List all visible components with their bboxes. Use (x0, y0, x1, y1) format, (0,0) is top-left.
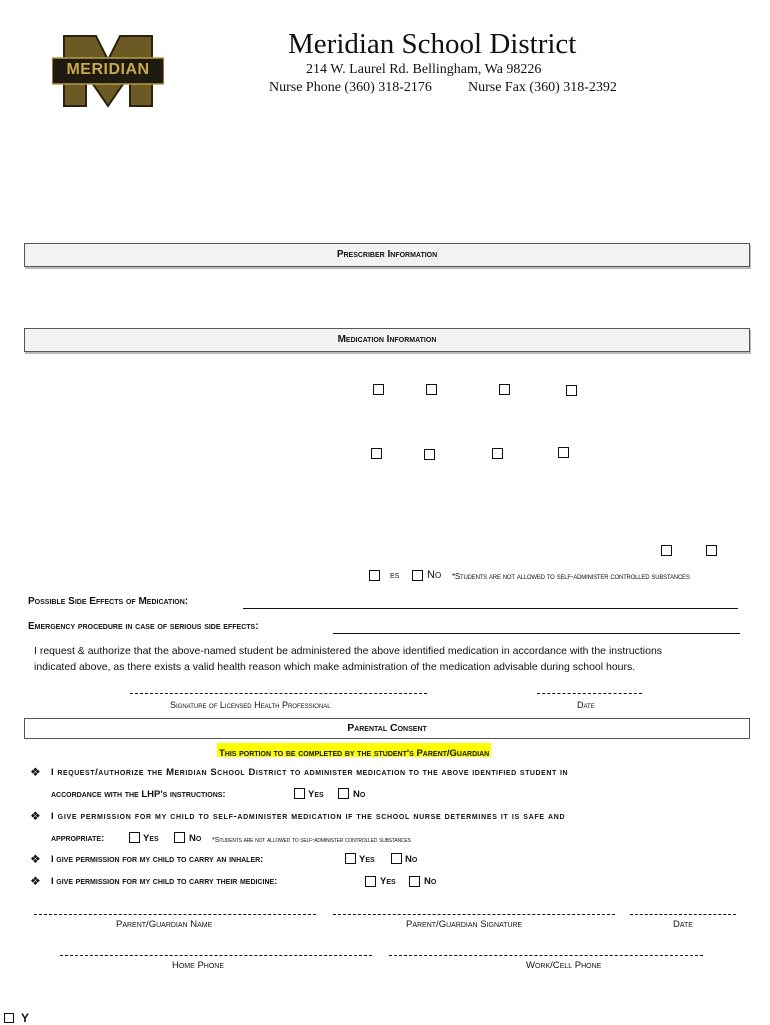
consent-4-yes-checkbox[interactable] (365, 876, 376, 887)
footer-checkbox[interactable] (4, 1013, 14, 1023)
parent-name-label: Parent/Guardian Name (116, 919, 213, 930)
consent-item-1-line-2: accordance with the LHP's instructions: (51, 789, 226, 800)
diamond-bullet-icon: ❖ (30, 765, 41, 779)
checkbox[interactable] (373, 384, 384, 395)
self-admin-no-label: No (427, 569, 442, 581)
parent-date-field[interactable] (630, 904, 736, 915)
parent-name-field[interactable] (34, 904, 316, 915)
parent-instruction-text: This portion to be completed by the student's Parent/Guardian (219, 748, 490, 759)
checkbox[interactable] (424, 449, 435, 460)
consent-item-2-line-2: appropriate: (51, 833, 105, 844)
home-phone-field[interactable] (60, 945, 372, 956)
work-phone-field[interactable] (389, 945, 703, 956)
consent-2-no-label: No (189, 833, 202, 844)
self-admin-yes-label: es (390, 570, 400, 581)
consent-2-note: *Students are not allowed to self-administer controlled substances (212, 835, 411, 844)
nurse-fax: Nurse Fax (360) 318-2392 (468, 80, 617, 95)
checkbox[interactable] (661, 545, 672, 556)
self-admin-note: *Students are not allowed to self-administer controlled substances (452, 572, 690, 581)
checkbox[interactable] (566, 385, 577, 396)
consent-1-yes-checkbox[interactable] (294, 788, 305, 799)
parent-date-label: Date (673, 919, 693, 930)
footer-fragment: Y (21, 1011, 30, 1025)
parent-signature-field[interactable] (333, 904, 615, 915)
emergency-field[interactable] (333, 622, 740, 634)
checkbox[interactable] (492, 448, 503, 459)
consent-2-yes-label: Yes (143, 833, 159, 844)
lhp-date-field[interactable] (537, 683, 642, 694)
home-phone-label: Home Phone (172, 960, 225, 971)
lhp-signature-label: Signature of Licensed Health Professional (170, 700, 331, 710)
consent-1-yes-label: Yes (308, 789, 324, 800)
nurse-phone: Nurse Phone (360) 318-2176 (269, 80, 432, 95)
consent-2-no-checkbox[interactable] (174, 832, 185, 843)
consent-item-2-line-1: I give permission for my child to self-administer medication if the school nurse determines it is safe and (51, 811, 566, 822)
checkbox[interactable] (371, 448, 382, 459)
consent-1-no-checkbox[interactable] (338, 788, 349, 799)
medication-section-title: Medication Information (337, 334, 437, 345)
consent-3-no-checkbox[interactable] (391, 853, 402, 864)
consent-4-no-checkbox[interactable] (409, 876, 420, 887)
work-phone-label: Work/Cell Phone (526, 960, 602, 971)
district-address: 214 W. Laurel Rd. Bellingham, Wa 98226 (306, 62, 542, 77)
authorization-text-line-1: I request & authorize that the above-named student be administered the above identified medication in accordance with the instructions (34, 645, 663, 657)
self-admin-yes-checkbox[interactable] (369, 570, 380, 581)
checkbox[interactable] (499, 384, 510, 395)
parent-instruction-highlight (217, 743, 491, 757)
prescriber-section-title: Prescriber Information (336, 249, 438, 260)
side-effects-label: Possible Side Effects of Medication: (28, 596, 189, 607)
lhp-date-label: Date (577, 700, 595, 710)
emergency-label: Emergency procedure in case of serious side effects: (28, 621, 259, 632)
medication-section-header (24, 328, 750, 352)
consent-3-yes-label: Yes (359, 854, 375, 865)
parental-section-title: Parental Consent (347, 722, 427, 734)
consent-2-yes-checkbox[interactable] (129, 832, 140, 843)
checkbox[interactable] (426, 384, 437, 395)
diamond-bullet-icon: ❖ (30, 852, 41, 866)
consent-3-yes-checkbox[interactable] (345, 853, 356, 864)
consent-item-3: I give permission for my child to carry an inhaler: (51, 854, 264, 865)
consent-1-no-label: No (353, 789, 366, 800)
consent-item-4: I give permission for my child to carry their medicine: (51, 876, 278, 887)
authorization-text-line-2: indicated above, as there exists a valid health reason which make administration of the medication advisable during school hours. (34, 661, 636, 673)
parental-section-header (24, 718, 750, 739)
parent-signature-label: Parent/Guardian Signature (406, 919, 523, 930)
diamond-bullet-icon: ❖ (30, 874, 41, 888)
consent-4-yes-label: Yes (380, 876, 396, 887)
side-effects-field[interactable] (243, 597, 738, 609)
consent-item-1-line-1: I request/authorize the Meridian School District to administer medication to the above identified student in (51, 767, 569, 778)
checkbox[interactable] (558, 447, 569, 458)
lhp-signature-field[interactable] (130, 683, 427, 694)
district-name: Meridian School District (288, 28, 577, 60)
prescriber-section-header (24, 243, 750, 267)
self-admin-no-checkbox[interactable] (412, 570, 423, 581)
consent-4-no-label: No (424, 876, 437, 887)
consent-3-no-label: No (405, 854, 418, 865)
checkbox[interactable] (706, 545, 717, 556)
logo-text: MERIDIAN (66, 61, 150, 78)
diamond-bullet-icon: ❖ (30, 809, 41, 823)
district-logo (52, 34, 164, 108)
